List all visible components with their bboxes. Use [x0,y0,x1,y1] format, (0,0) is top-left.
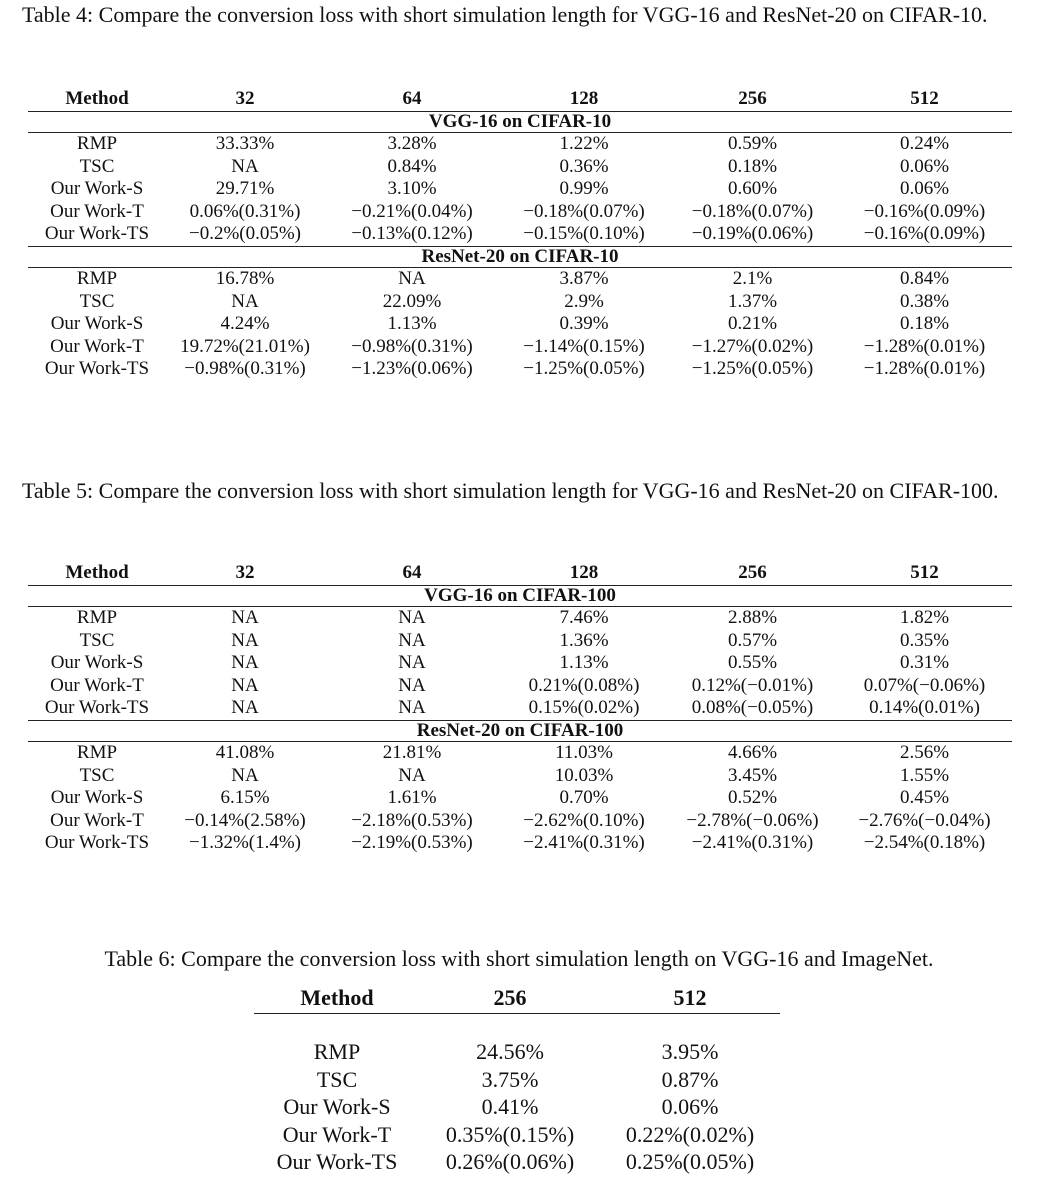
section-title: VGG-16 on CIFAR-10 [28,112,1012,133]
table4-header-32: 32 [166,88,324,112]
method-cell: TSC [79,764,115,786]
table-row [254,1148,780,1176]
value-cell: −0.19%(0.06%) [691,223,814,245]
table-row [28,178,1012,201]
value-cell: −0.16%(0.09%) [863,223,986,245]
value-cell: NA [398,629,426,651]
value-cell: 0.12%(−0.01%) [691,674,814,696]
value-cell: 0.59% [727,133,778,154]
method-cell: Our Work-TS [44,358,150,380]
value-cell: 0.26%(0.06%) [445,1149,575,1175]
value-cell: 2.88% [727,607,778,628]
value-cell: 0.06%(0.31%) [189,200,301,222]
table-row [28,156,1012,179]
method-cell: RMP [76,607,118,628]
value-cell: 1.37% [727,290,778,312]
value-cell: 1.13% [387,313,437,335]
value-cell: −2.78%(−0.06%) [686,809,819,831]
value-cell: 0.84% [899,267,950,289]
table4-section-vgg16 [28,112,1012,133]
table-row [254,1066,780,1094]
value-cell: −2.76%(−0.04%) [858,809,991,831]
value-cell: 0.60% [727,178,778,200]
value-cell: 19.72%(21.01%) [180,335,310,357]
value-cell: 1.36% [559,629,609,651]
table5-header-512: 512 [837,562,1012,586]
value-cell: 1.55% [899,764,950,786]
table6-header-method: Method [254,982,420,1014]
value-cell: 0.21% [727,313,778,335]
table-row [28,741,1012,764]
table5-section-resnet20 [28,720,1012,741]
value-cell: 3.95% [661,1039,719,1064]
table4-header-128: 128 [500,88,668,112]
value-cell: −1.14%(0.15%) [523,335,645,357]
value-cell: NA [398,267,426,289]
table-row [28,201,1012,224]
table5-header-128: 128 [500,562,668,586]
value-cell: 0.38% [899,290,950,312]
section-title: ResNet-20 on CIFAR-100 [28,720,1012,741]
table5-header-64: 64 [324,562,500,586]
value-cell: 0.35% [899,629,950,651]
value-cell: −1.25%(0.05%) [523,358,645,380]
table-row [28,675,1012,698]
method-cell: Our Work-TS [44,223,150,245]
value-cell: 0.06% [661,1094,719,1120]
table-row [28,267,1012,290]
value-cell: 0.18% [727,155,778,177]
value-cell: NA [398,764,426,786]
table-row [28,697,1012,720]
value-cell: −0.14%(2.58%) [184,809,306,831]
value-cell: 1.13% [559,652,609,674]
table6-header-256: 256 [420,982,600,1014]
table5-header-row [28,562,1012,586]
value-cell: 33.33% [215,133,275,154]
table5-header-method: Method [28,562,166,586]
table5 [28,562,1012,855]
value-cell: 0.22%(0.02%) [625,1121,755,1147]
table-row [254,1121,780,1149]
table4-header-512: 512 [837,88,1012,112]
table6 [254,982,780,1176]
table5-header-32: 32 [166,562,324,586]
method-cell: RMP [313,1039,361,1064]
value-cell: 0.70% [559,787,609,809]
value-cell: 0.24% [899,133,950,154]
value-cell: 0.45% [899,787,950,809]
table4-header-method: Method [28,88,166,112]
value-cell: 0.41% [481,1094,539,1120]
value-cell: −0.2%(0.05%) [188,223,302,245]
value-cell: −0.16%(0.09%) [863,200,986,222]
value-cell: −1.23%(0.06%) [351,358,473,380]
table4 [28,88,1012,381]
table-row [28,765,1012,788]
table-row [28,810,1012,833]
value-cell: −1.27%(0.02%) [691,335,814,357]
value-cell: 10.03% [554,764,614,786]
value-cell: NA [231,697,259,719]
value-cell: 0.31% [899,652,950,674]
value-cell: 21.81% [382,741,442,763]
value-cell: NA [231,652,259,674]
table6-header-row [254,982,780,1014]
value-cell: −1.32%(1.4%) [188,832,302,854]
method-cell: TSC [79,290,115,312]
value-cell: NA [231,629,259,651]
value-cell: 0.84% [387,155,437,177]
value-cell: NA [398,652,426,674]
value-cell: 0.87% [661,1066,719,1092]
value-cell: 3.28% [387,133,437,154]
value-cell: −0.98%(0.31%) [184,358,306,380]
value-cell: −2.54%(0.18%) [863,832,986,854]
method-cell: Our Work-T [282,1121,392,1147]
table-row [254,1093,780,1121]
method-cell: Our Work-T [50,335,144,357]
value-cell: 41.08% [215,741,275,763]
value-cell: −0.18%(0.07%) [691,200,814,222]
value-cell: −2.62%(0.10%) [523,809,645,831]
value-cell: NA [398,607,426,628]
value-cell: −0.98%(0.31%) [351,335,473,357]
method-cell: Our Work-S [283,1094,391,1120]
value-cell: 4.66% [727,741,778,763]
table4-header-row [28,88,1012,112]
table5-caption: Table 5: Compare the conversion loss with short simulation length for VGG-16 and ResNet-20 on CIFAR-100. [22,478,999,503]
value-cell: 1.82% [899,607,950,628]
value-cell: 2.9% [564,290,604,312]
method-cell: Our Work-TS [276,1149,398,1175]
value-cell: 6.15% [220,787,270,809]
value-cell: 0.39% [559,313,609,335]
value-cell: 3.87% [559,267,609,289]
table5-section-vgg16 [28,586,1012,607]
value-cell: 1.61% [387,787,437,809]
method-cell: Our Work-S [50,313,144,335]
value-cell: NA [231,607,259,628]
value-cell: −2.19%(0.53%) [351,832,473,854]
value-cell: 11.03% [555,741,613,763]
table-row [28,313,1012,336]
value-cell: 3.10% [387,178,437,200]
value-cell: 0.55% [727,652,778,674]
value-cell: NA [231,290,259,312]
value-cell: 16.78% [215,267,275,289]
value-cell: 0.18% [899,313,950,335]
value-cell: NA [231,674,259,696]
value-cell: 24.56% [476,1039,544,1064]
method-cell: Our Work-TS [44,832,150,854]
value-cell: 0.57% [727,629,778,651]
method-cell: Our Work-S [50,652,144,674]
value-cell: 0.06% [899,178,950,200]
value-cell: 0.99% [559,178,609,200]
value-cell: 0.25%(0.05%) [625,1149,755,1175]
value-cell: 0.35%(0.15%) [445,1121,575,1147]
value-cell: 0.52% [727,787,778,809]
value-cell: NA [231,155,259,177]
value-cell: 0.14%(0.01%) [869,697,980,719]
value-cell: 0.07%(−0.06%) [863,674,986,696]
value-cell: 2.1% [732,267,773,289]
section-title: VGG-16 on CIFAR-100 [28,586,1012,607]
table-row [254,1038,780,1066]
method-cell: Our Work-S [50,787,144,809]
table-row [28,652,1012,675]
value-cell: −0.21%(0.04%) [351,200,473,222]
method-cell: TSC [79,629,115,651]
value-cell: 0.15%(0.02%) [528,697,640,719]
method-cell: RMP [76,267,118,289]
value-cell: 2.56% [899,741,950,763]
table6-header-512: 512 [600,982,780,1014]
value-cell: −2.41%(0.31%) [523,832,645,854]
method-cell: Our Work-T [50,809,144,831]
value-cell: 1.22% [559,133,609,154]
value-cell: 7.46% [559,607,609,628]
table-row [28,336,1012,359]
value-cell: −2.18%(0.53%) [351,809,473,831]
table5-header-256: 256 [668,562,837,586]
value-cell: NA [398,674,426,696]
section-title: ResNet-20 on CIFAR-10 [28,246,1012,267]
value-cell: NA [231,764,259,786]
method-cell: Our Work-T [50,200,144,222]
value-cell: −0.18%(0.07%) [523,200,645,222]
method-cell: TSC [316,1066,358,1092]
table4-caption: Table 4: Compare the conversion loss with short simulation length for VGG-16 and ResNet-20 on CIFAR-10. [22,2,988,27]
value-cell: 0.36% [559,155,609,177]
table-row [28,787,1012,810]
table-row [28,630,1012,653]
value-cell: −0.13%(0.12%) [351,223,473,245]
value-cell: 4.24% [220,313,270,335]
method-cell: RMP [76,133,118,154]
table6-spacer [254,1014,780,1039]
method-cell: Our Work-T [50,674,144,696]
value-cell: 0.08%(−0.05%) [691,697,814,719]
value-cell: −1.25%(0.05%) [691,358,814,380]
table-row [28,133,1012,156]
method-cell: Our Work-S [50,178,144,200]
method-cell: Our Work-TS [44,697,150,719]
table-row [28,358,1012,381]
method-cell: RMP [76,741,118,763]
value-cell: −2.41%(0.31%) [691,832,814,854]
table4-section-resnet20 [28,246,1012,267]
table4-header-64: 64 [324,88,500,112]
value-cell: 3.75% [481,1066,539,1092]
value-cell: NA [398,697,426,719]
table-row [28,223,1012,246]
table-row [28,832,1012,855]
value-cell: 0.21%(0.08%) [528,674,640,696]
value-cell: 22.09% [382,290,442,312]
value-cell: 29.71% [215,178,275,200]
method-cell: TSC [79,155,115,177]
table4-header-256: 256 [668,88,837,112]
value-cell: 3.45% [727,764,778,786]
value-cell: −0.15%(0.10%) [523,223,645,245]
table-row [28,607,1012,630]
value-cell: −1.28%(0.01%) [863,358,986,380]
value-cell: −1.28%(0.01%) [863,335,986,357]
value-cell: 0.06% [899,155,950,177]
table-row [28,291,1012,314]
table6-caption: Table 6: Compare the conversion loss with short simulation length on VGG-16 and ImageNet. [104,946,934,971]
